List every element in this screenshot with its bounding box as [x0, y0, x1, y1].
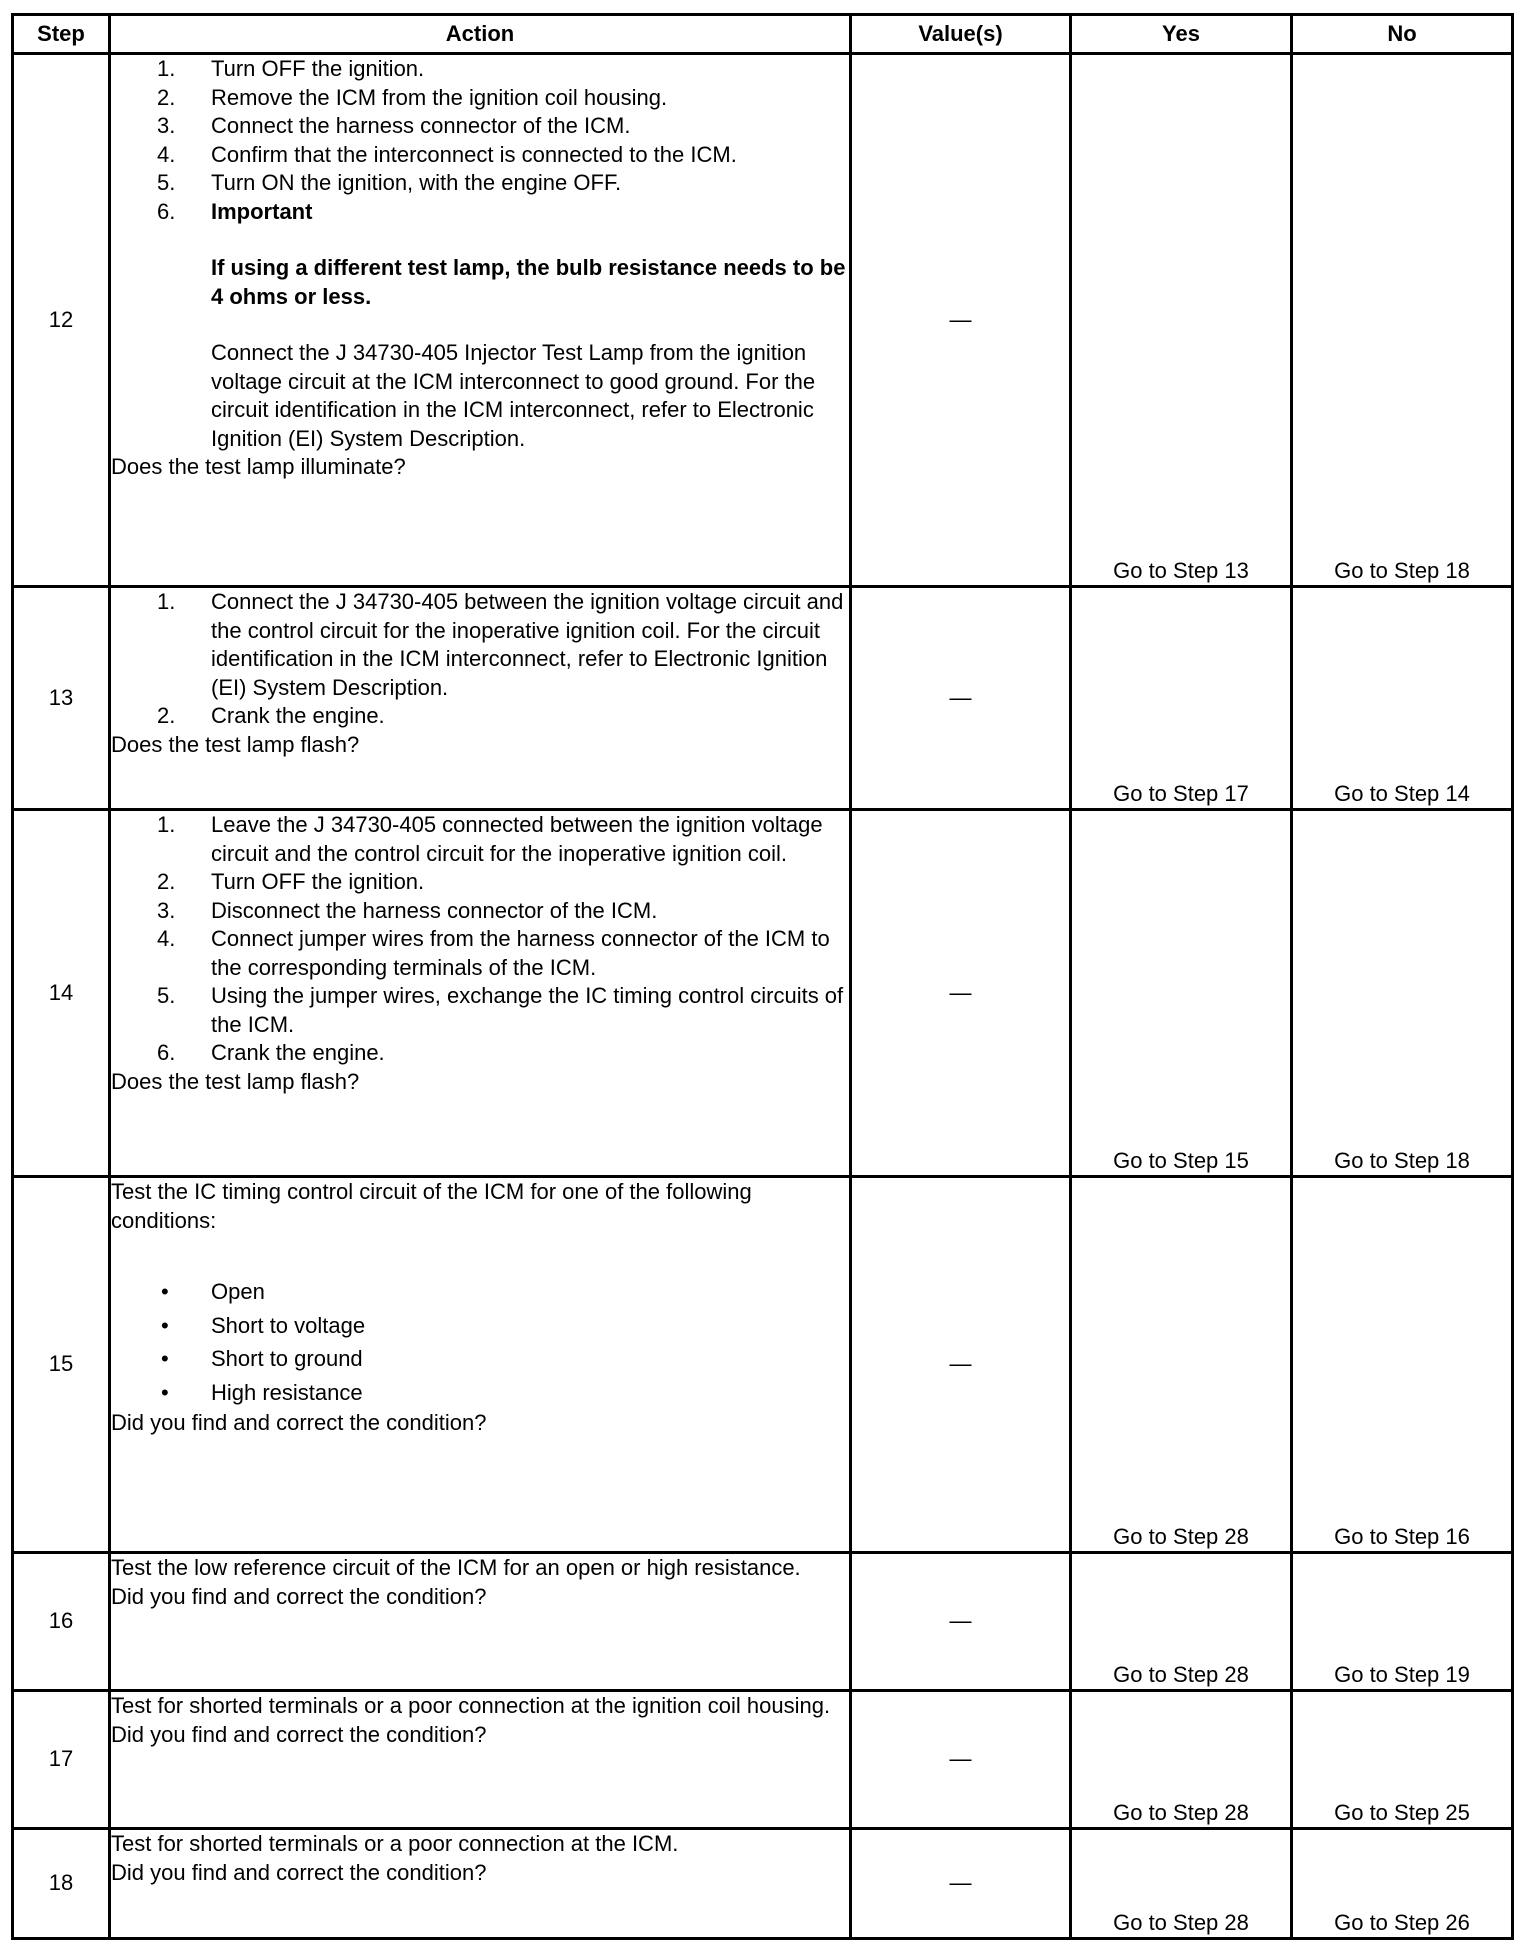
- diagnostic-table: [11, 13, 1514, 1940]
- yes-action: Go to Step 15: [1071, 810, 1292, 1177]
- bullet-icon: •: [161, 1312, 169, 1338]
- item-text: Using the jumper wires, exchange the IC timing control circuits of the ICM.: [211, 983, 844, 1037]
- item-text: Crank the engine.: [211, 1040, 385, 1065]
- step-intro: Test for shorted terminals or a poor connection at the ICM.: [111, 1831, 679, 1856]
- step-intro: Test the IC timing control circuit of the ICM for one of the following conditions:: [111, 1179, 752, 1233]
- list-item: [111, 1342, 849, 1376]
- action-cell: [110, 54, 851, 587]
- table-row: [13, 1691, 1513, 1829]
- yes-action: Go to Step 17: [1071, 587, 1292, 810]
- question-text: Did you find and correct the condition?: [111, 1859, 487, 1885]
- item-text: Connect the harness connector of the ICM.: [211, 113, 631, 138]
- list-item: [111, 1039, 849, 1068]
- yes-action: Go to Step 28: [1071, 1691, 1292, 1829]
- action-steps: [111, 55, 849, 226]
- action-cell: [110, 587, 851, 810]
- yes-action: Go to Step 28: [1071, 1553, 1292, 1691]
- item-text: High resistance: [211, 1379, 363, 1405]
- item-number: 6.: [157, 1040, 176, 1065]
- item-text: Disconnect the harness connector of the ICM.: [211, 897, 658, 923]
- item-number: 5.: [157, 170, 176, 195]
- table-row: [13, 587, 1513, 810]
- no-action: Go to Step 18: [1292, 54, 1513, 587]
- action-cell: [110, 1691, 851, 1829]
- item-number: 2.: [157, 703, 176, 728]
- no-action: Go to Step 19: [1292, 1553, 1513, 1691]
- no-action: Go to Step 26: [1292, 1829, 1513, 1939]
- list-item: [111, 1309, 849, 1343]
- table-row: [13, 1553, 1513, 1691]
- list-item: [111, 198, 849, 227]
- value-cell: —: [851, 1829, 1071, 1939]
- value-cell: —: [851, 810, 1071, 1177]
- table-header-row: [13, 15, 1513, 54]
- action-steps: [111, 811, 849, 1068]
- bullet-icon: •: [161, 1379, 169, 1405]
- item-number: 3.: [157, 897, 176, 923]
- item-number: 2.: [157, 869, 176, 894]
- diagnostic-table-container: [11, 13, 1514, 1940]
- action-steps: [111, 588, 849, 731]
- no-action: Go to Step 16: [1292, 1177, 1513, 1553]
- step-number: 17: [13, 1691, 110, 1829]
- item-text: Connect jumper wires from the harness connector of the ICM to the corresponding terminals of the ICM.: [211, 926, 830, 980]
- item-text: Confirm that the interconnect is connected to the ICM.: [211, 141, 737, 167]
- item-number: 4.: [157, 141, 176, 167]
- action-cell: [110, 1553, 851, 1691]
- step-detail: Connect the J 34730-405 Injector Test Lamp from the ignition voltage circuit at the ICM interconnect to good ground. For the circuit identification in the ICM interconnect, refer to Electronic Ignition (EI) System Description.: [211, 340, 816, 451]
- item-text: Turn OFF the ignition.: [211, 869, 425, 894]
- bullet-icon: •: [161, 1279, 169, 1304]
- item-number: 2.: [157, 84, 176, 110]
- list-item: [111, 982, 849, 1039]
- header-values: Value(s): [851, 15, 1071, 54]
- header-step: Step: [13, 15, 110, 54]
- yes-action: Go to Step 28: [1071, 1829, 1292, 1939]
- item-text: Crank the engine.: [211, 703, 385, 728]
- yes-action: Go to Step 13: [1071, 54, 1292, 587]
- question-text: Did you find and correct the condition?: [111, 1410, 487, 1435]
- table-row: [13, 1177, 1513, 1553]
- list-item: [111, 811, 849, 868]
- header-no: No: [1292, 15, 1513, 54]
- table-row: [13, 1829, 1513, 1939]
- list-item: [111, 702, 849, 731]
- list-item: [111, 55, 849, 84]
- list-item: [111, 868, 849, 897]
- value-cell: —: [851, 54, 1071, 587]
- item-text: Turn OFF the ignition.: [211, 56, 425, 81]
- value-cell: —: [851, 1177, 1071, 1553]
- yes-action: Go to Step 28: [1071, 1177, 1292, 1553]
- question-text: Does the test lamp flash?: [111, 1068, 360, 1094]
- list-item: [111, 1376, 849, 1410]
- item-text: Open: [211, 1279, 265, 1304]
- item-number: 3.: [157, 113, 176, 138]
- item-number: 6.: [157, 198, 176, 224]
- header-yes: Yes: [1071, 15, 1292, 54]
- list-item: [111, 925, 849, 982]
- action-cell: [110, 1829, 851, 1939]
- item-number: 1.: [157, 56, 176, 81]
- step-number: 12: [13, 54, 110, 587]
- step-number: 15: [13, 1177, 110, 1553]
- step-intro: Test the low reference circuit of the ICM for an open or high resistance.: [111, 1555, 801, 1580]
- action-cell: [110, 1177, 851, 1553]
- condition-list: [111, 1275, 849, 1409]
- no-action: Go to Step 25: [1292, 1691, 1513, 1829]
- step-number: 14: [13, 810, 110, 1177]
- item-text: Leave the J 34730-405 connected between the ignition voltage circuit and the control circuit for the inoperative ignition coil.: [211, 812, 823, 866]
- item-text: Short to voltage: [211, 1312, 366, 1338]
- table-row: [13, 54, 1513, 587]
- list-item: [111, 169, 849, 198]
- item-text: Connect the J 34730-405 between the ignition voltage circuit and the control circuit for the inoperative ignition coil. For the circuit identification in the ICM interconnect, refer to Electronic Ignition (EI) System Description.: [211, 589, 844, 700]
- item-number: 4.: [157, 926, 176, 951]
- list-item: [111, 1275, 849, 1309]
- header-action: Action: [110, 15, 851, 54]
- step-number: 13: [13, 587, 110, 810]
- step-number: 16: [13, 1553, 110, 1691]
- no-action: Go to Step 18: [1292, 810, 1513, 1177]
- question-text: Did you find and correct the condition?: [111, 1583, 487, 1609]
- item-text: Short to ground: [211, 1346, 363, 1371]
- important-heading: Important: [211, 198, 313, 224]
- item-number: 1.: [157, 812, 176, 837]
- question-text: Did you find and correct the condition?: [111, 1721, 487, 1747]
- list-item: [111, 84, 849, 113]
- list-item: [111, 897, 849, 926]
- item-text: Turn ON the ignition, with the engine OFF.: [211, 170, 622, 195]
- value-cell: —: [851, 1691, 1071, 1829]
- step-intro: Test for shorted terminals or a poor connection at the ignition coil housing.: [111, 1693, 831, 1718]
- list-item: [111, 141, 849, 170]
- action-cell: [110, 810, 851, 1177]
- list-item: [111, 588, 849, 702]
- no-action: Go to Step 14: [1292, 587, 1513, 810]
- question-text: Does the test lamp illuminate?: [111, 454, 406, 479]
- item-text: Remove the ICM from the ignition coil housing.: [211, 84, 668, 110]
- value-cell: —: [851, 587, 1071, 810]
- list-item: [111, 112, 849, 141]
- item-number: 5.: [157, 983, 176, 1008]
- important-note: If using a different test lamp, the bulb resistance needs to be 4 ohms or less.: [211, 255, 846, 309]
- bullet-icon: •: [161, 1346, 169, 1371]
- item-number: 1.: [157, 589, 176, 614]
- value-cell: —: [851, 1553, 1071, 1691]
- question-text: Does the test lamp flash?: [111, 731, 360, 757]
- step-number: 18: [13, 1829, 110, 1939]
- table-row: [13, 810, 1513, 1177]
